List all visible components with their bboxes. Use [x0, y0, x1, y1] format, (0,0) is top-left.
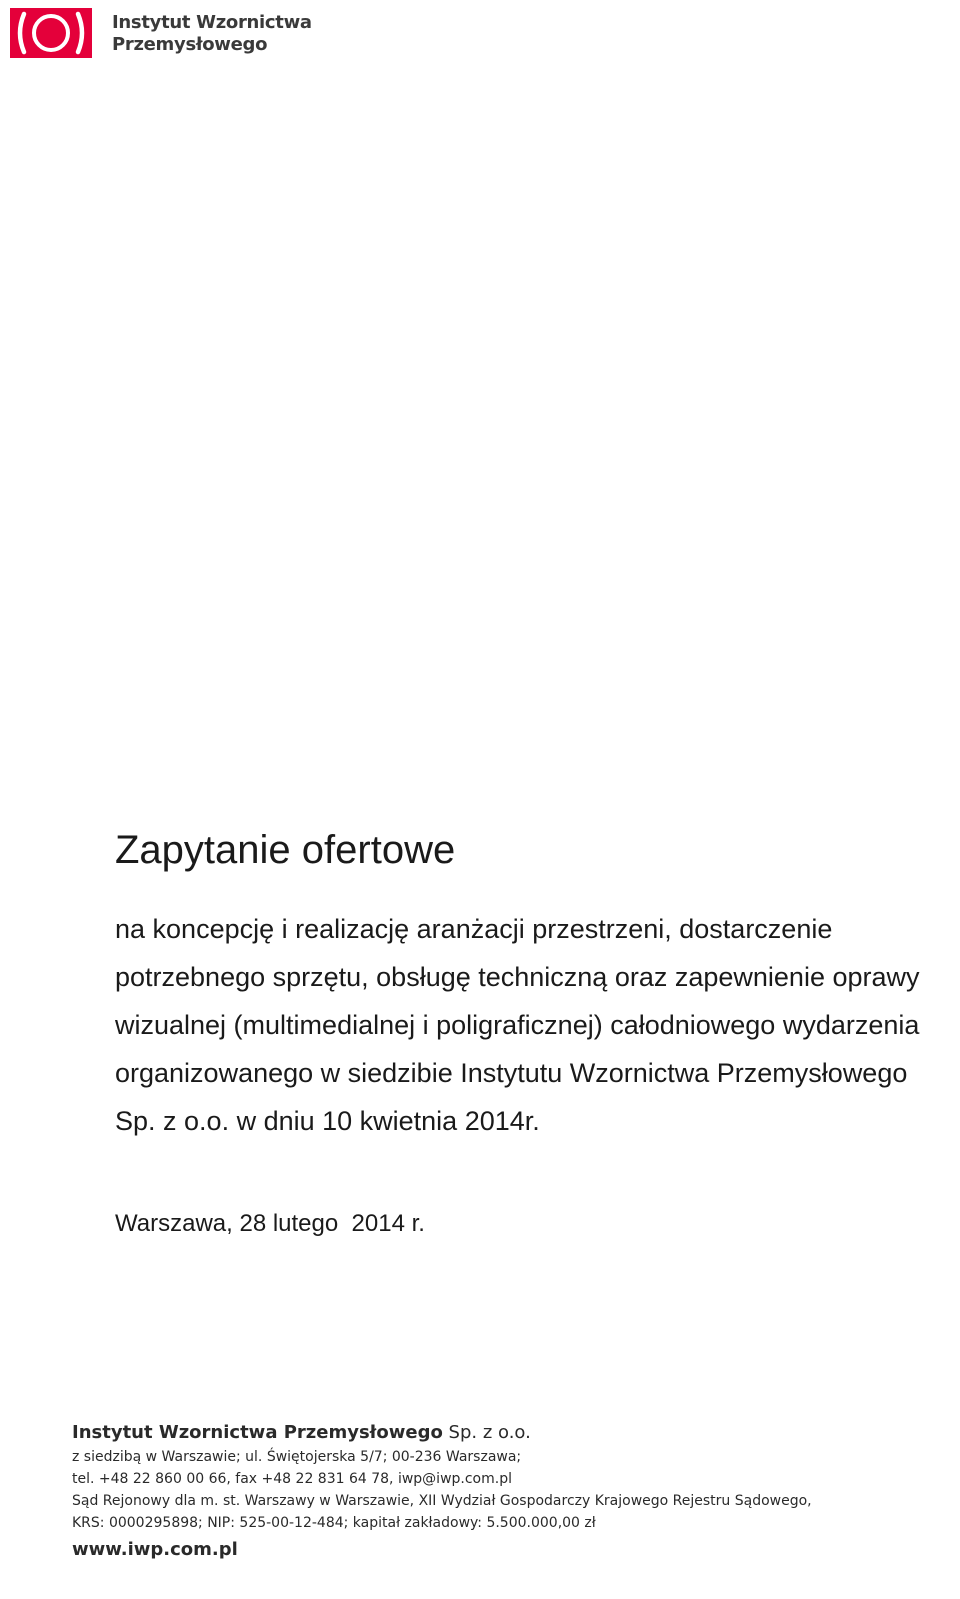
letterhead	[10, 8, 312, 58]
footer-contact: tel. +48 22 860 00 66, fax +48 22 831 64 78, iwp@iwp.com.pl	[72, 1471, 512, 1487]
footer-address: z siedzibą w Warszawie; ul. Świętojerska 5/7; 00-236 Warszawa;	[72, 1449, 522, 1465]
place-and-date: Warszawa, 28 lutego 2014 r.	[115, 1210, 425, 1237]
iwp-logo-icon	[10, 8, 92, 58]
logo-line-1: Instytut Wzornictwa	[112, 12, 312, 33]
subject-line: potrzebnego sprzętu, obsługę techniczną oraz zapewnienie oprawy	[115, 962, 920, 992]
footer-company-suffix: Sp. z o.o.	[442, 1422, 531, 1443]
subject-line: na koncepcję i realizację aranżacji przestrzeni, dostarczenie	[115, 914, 833, 944]
footer-company-name	[72, 1420, 812, 1446]
subject-line: wizualnej (multimedialnej i poligraficznej) całodniowego wydarzenia	[115, 1010, 920, 1040]
footer-registry: KRS: 0000295898; NIP: 525-00-12-484; kapitał zakładowy: 5.500.000,00 zł	[72, 1515, 596, 1531]
subject-line: organizowanego w siedzibie Instytutu Wzornictwa Przemysłowego	[115, 1058, 908, 1088]
footer-website-link[interactable]: www.iwp.com.pl	[72, 1539, 238, 1560]
logo-line-2: Przemysłowego	[112, 34, 268, 55]
document-title: Zapytanie ofertowe	[115, 828, 456, 872]
logo-wordmark	[112, 12, 312, 56]
footer-court: Sąd Rejonowy dla m. st. Warszawy w Warszawie, XII Wydział Gospodarczy Krajowego Rejestru Sądowego,	[72, 1493, 812, 1509]
company-footer	[72, 1420, 812, 1563]
subject-line: Sp. z o.o. w dniu 10 kwietnia 2014r.	[115, 1106, 540, 1136]
document-subject	[115, 905, 920, 1145]
footer-company-name-bold: Instytut Wzornictwa Przemysłowego	[72, 1422, 443, 1443]
